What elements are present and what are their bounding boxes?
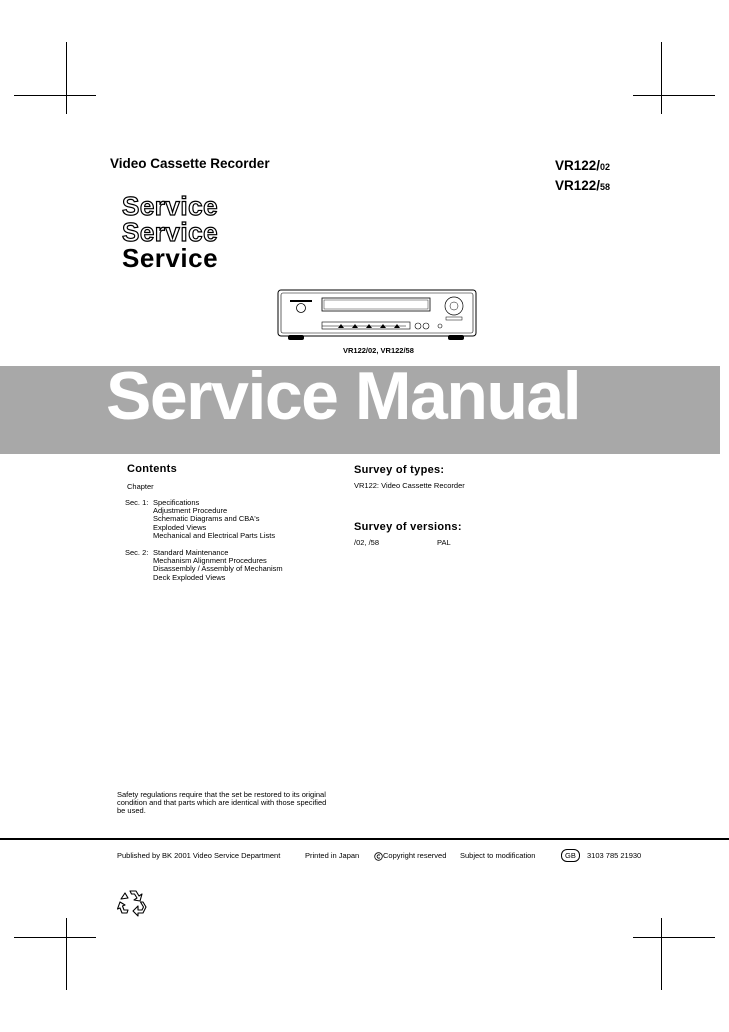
- sec1-label: Sec. 1:: [125, 498, 149, 507]
- footer-printed: Printed in Japan: [305, 851, 360, 860]
- sec2-list: [153, 549, 283, 582]
- product-title: Video Cassette Recorder: [110, 156, 270, 171]
- version-codes: /02, /58: [354, 538, 380, 547]
- banner-title: Service Manual: [106, 358, 581, 434]
- list-item: Exploded Views: [153, 522, 207, 532]
- country-badge: GB: [561, 849, 580, 862]
- recycle-icon: [117, 886, 149, 918]
- list-item: Deck Exploded Views: [153, 572, 226, 582]
- survey-types-text: VR122: Video Cassette Recorder: [354, 481, 465, 490]
- version-system: PAL: [437, 538, 451, 547]
- list-item: Specifications: [153, 498, 200, 507]
- footer-rule: [0, 838, 729, 840]
- copyright-icon: [374, 852, 383, 861]
- list-item: Adjustment Procedure: [153, 506, 228, 516]
- sec2-label: Sec. 2:: [125, 548, 149, 557]
- contents-heading: Contents: [127, 463, 178, 475]
- footer-copyright: Copyright reserved: [383, 851, 447, 860]
- model-number-2: VR122/58: [555, 178, 611, 193]
- service-logo-solid: Service: [122, 243, 219, 273]
- device-caption: VR122/02, VR122/58: [343, 346, 414, 355]
- safety-note: Safety regulations require that the set be restored to its original condition and that parts which are identical with those specified be used.: [117, 790, 327, 816]
- sec1-list: [153, 499, 275, 540]
- list-item: Mechanism Alignment Procedures: [153, 556, 267, 566]
- model-number-1: VR122/02: [555, 158, 611, 173]
- footer-published: Published by BK 2001 Video Service Department: [117, 851, 281, 860]
- chapter-label: Chapter: [127, 482, 154, 491]
- survey-versions-heading: Survey of versions:: [354, 521, 462, 533]
- survey-types-heading: Survey of types:: [354, 464, 445, 476]
- footer-subject: Subject to modification: [460, 851, 536, 860]
- list-item: Mechanical and Electrical Parts Lists: [153, 530, 276, 540]
- service-logo-outline-2: Service: [122, 217, 219, 247]
- vcr-illustration: [276, 288, 478, 346]
- list-item: Schematic Diagrams and CBA's: [153, 514, 260, 524]
- list-item: Standard Maintenance: [153, 548, 229, 557]
- service-logo-outline-1: Service: [122, 191, 219, 221]
- list-item: Disassembly / Assembly of Mechanism: [153, 564, 283, 574]
- footer-code: 3103 785 21930: [587, 851, 642, 860]
